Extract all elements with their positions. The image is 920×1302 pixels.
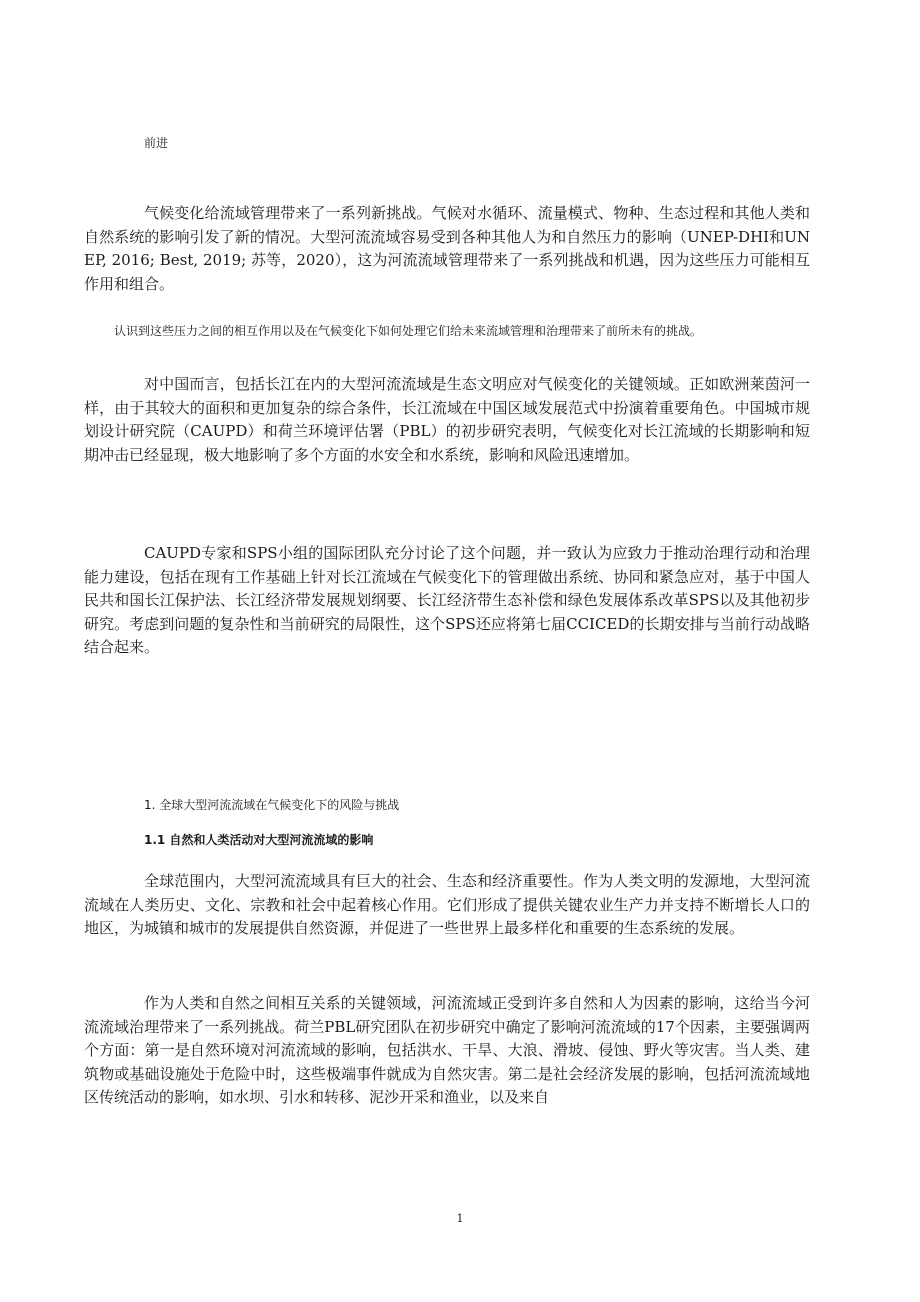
section-1-1-title: 1.1 自然和人类活动对大型河流流域的影响 [144, 833, 374, 847]
forward-label: 前进 [144, 136, 169, 150]
section-1-title: 1. 全球大型河流流域在气候变化下的风险与挑战 [144, 798, 400, 812]
paragraph-caupd-sps: CAUPD专家和SPS小组的国际团队充分讨论了这个问题，并一致认为应致力于推动治理行动和治理能力建设，包括在现有工作基础上针对长江流域在气候变化下的管理做出系统、协同和紧急应对，基于中国人民共和国长江保护法、长江经济带发展规划纲要、长江经济带生态补偿和绿色发展体系改革SPS以及其他初步研究。考虑到问题的复杂性和当前研究的局限性，这个SPS还应将第七届CCICED的长期安排与当前行动战略结合起来。 [84, 544, 810, 656]
paragraph-climate-challenges: 气候变化给流域管理带来了一系列新挑战。气候对水循环、流量模式、物种、生态过程和其他人类和自然系统的影响引发了新的情况。大型河流流域容易受到各种其他人为和自然压力的影响（UNEP-DHI和UNEP, 2016; Best, 2019; 苏等，2020），这为河流流域管理带来了一系列挑战和机遇，因为这些压力可能相互作用和组合。 [84, 204, 810, 293]
page-number: 1 [456, 1212, 464, 1225]
note-line: 认识到这些压力之间的相互作用以及在气候变化下如何处理它们给未来流域管理和治理带来了前所未有的挑战。 [114, 324, 703, 338]
paragraph-china-river-basins: 对中国而言，包括长江在内的大型河流流域是生态文明应对气候变化的关键领域。正如欧洲莱茵河一样，由于其较大的面积和更加复杂的综合条件，长江流域在中国区域发展范式中扮演着重要角色。中国城市规划设计研究院（CAUPD）和荷兰环境评估署（PBL）的初步研究表明，气候变化对长江流域的长期影响和短期冲击已经显现，极大地影响了多个方面的水安全和水系统，影响和风险迅速增加。 [84, 375, 810, 464]
paragraph-global-river-basins: 全球范围内，大型河流流域具有巨大的社会、生态和经济重要性。作为人类文明的发源地，大型河流流域在人类历史、文化、宗教和社会中起着核心作用。它们形成了提供关键农业生产力并支持不断增长人口的地区，为城镇和城市的发展提供自然资源，并促进了一些世界上最多样化和重要的生态系统的发展。 [84, 872, 810, 937]
paragraph-factors: 作为人类和自然之间相互关系的关键领域，河流流域正受到许多自然和人为因素的影响，这给当今河流流域治理带来了一系列挑战。荷兰PBL研究团队在初步研究中确定了影响河流流域的17个因素，主要强调两个方面：第一是自然环境对河流流域的影响，包括洪水、干旱、大浪、滑坡、侵蚀、野火等灾害。当人类、建筑物或基础设施处于危险中时，这些极端事件就成为自然灾害。第二是社会经济发展的影响，包括河流流域地区传统活动的影响，如水坝、引水和转移、泥沙开采和渔业，以及来自 [84, 994, 810, 1106]
